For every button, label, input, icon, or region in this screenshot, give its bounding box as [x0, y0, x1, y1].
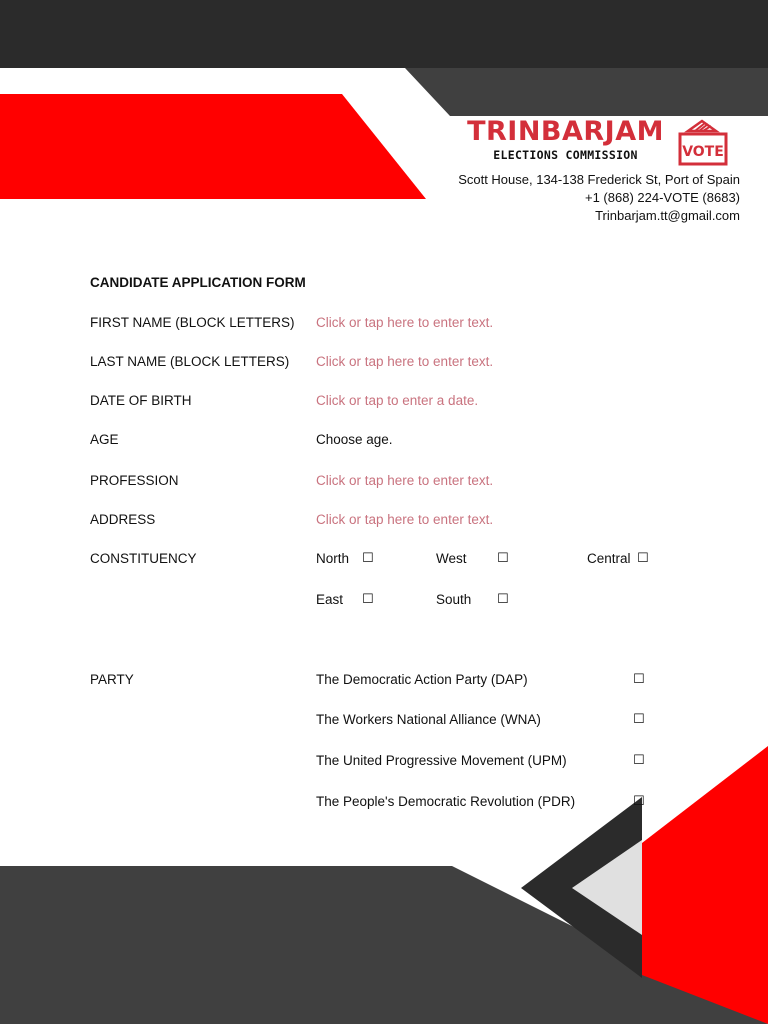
- last-name-field[interactable]: Click or tap here to enter text.: [316, 354, 494, 369]
- brand-block: [467, 116, 664, 162]
- contact-address: Scott House, 134-138 Frederick St, Port of Spain: [458, 172, 740, 187]
- constituency-option-north: [316, 551, 349, 566]
- dap-checkbox[interactable]: ☐: [633, 672, 645, 687]
- party-option-pdr: [316, 794, 575, 809]
- constituency-option-central: [587, 551, 631, 566]
- brand-subtitle: ELECTIONS COMMISSION: [493, 148, 638, 162]
- constituency-option-west: [436, 551, 467, 566]
- address-field[interactable]: Click or tap here to enter text.: [316, 512, 494, 527]
- form-title: CANDIDATE APPLICATION FORM: [90, 275, 306, 290]
- age-dropdown[interactable]: Choose age.: [316, 432, 393, 447]
- vote-logo-text: VOTE: [682, 144, 724, 160]
- pdr-checkbox[interactable]: ☐: [633, 794, 645, 809]
- first-name-field[interactable]: Click or tap here to enter text.: [316, 315, 494, 330]
- party-option-dap: [316, 672, 528, 687]
- top-right-grey-band: [405, 68, 768, 116]
- east-checkbox[interactable]: ☐: [362, 592, 374, 607]
- profession-label: PROFESSION: [90, 473, 179, 488]
- option-label: North: [316, 551, 350, 566]
- south-checkbox[interactable]: ☐: [497, 592, 509, 607]
- party-option-upm: [316, 753, 567, 768]
- option-label: The People's Democratic Revolution (PDR): [316, 794, 576, 809]
- top-left-red-band: [0, 94, 426, 199]
- brand-name: TRINBARJAM: [467, 116, 664, 147]
- option-label: Central: [587, 551, 631, 566]
- option-label: The United Progressive Movement (UPM): [316, 753, 567, 768]
- ballot-box-icon: [678, 117, 728, 167]
- bottom-right-red-triangle: [642, 746, 768, 1024]
- first-name-label: FIRST NAME (BLOCK LETTERS): [90, 315, 295, 330]
- dob-date-picker[interactable]: Click or tap to enter a date.: [316, 393, 479, 408]
- profession-field[interactable]: Click or tap here to enter text.: [316, 473, 494, 488]
- west-checkbox[interactable]: ☐: [497, 551, 509, 566]
- central-checkbox[interactable]: ☐: [637, 551, 649, 566]
- option-label: South: [436, 592, 472, 607]
- upm-checkbox[interactable]: ☐: [633, 753, 645, 768]
- dob-label: DATE OF BIRTH: [90, 393, 192, 408]
- constituency-option-south: [436, 592, 471, 607]
- last-name-label: LAST NAME (BLOCK LETTERS): [90, 354, 290, 369]
- top-dark-band: [0, 0, 768, 68]
- option-label: East: [316, 592, 344, 607]
- constituency-option-east: [316, 592, 343, 607]
- option-label: West: [436, 551, 467, 566]
- party-label: PARTY: [90, 672, 134, 687]
- party-option-wna: [316, 712, 541, 727]
- contact-email: Trinbarjam.tt@gmail.com: [595, 208, 740, 223]
- option-label: The Workers National Alliance (WNA): [316, 712, 541, 727]
- option-label: The Democratic Action Party (DAP): [316, 672, 528, 687]
- constituency-label: CONSTITUENCY: [90, 551, 197, 566]
- north-checkbox[interactable]: ☐: [362, 551, 374, 566]
- wna-checkbox[interactable]: ☐: [633, 712, 645, 727]
- address-label: ADDRESS: [90, 512, 156, 527]
- contact-phone: +1 (868) 224-VOTE (8683): [585, 190, 740, 205]
- age-label: AGE: [90, 432, 119, 447]
